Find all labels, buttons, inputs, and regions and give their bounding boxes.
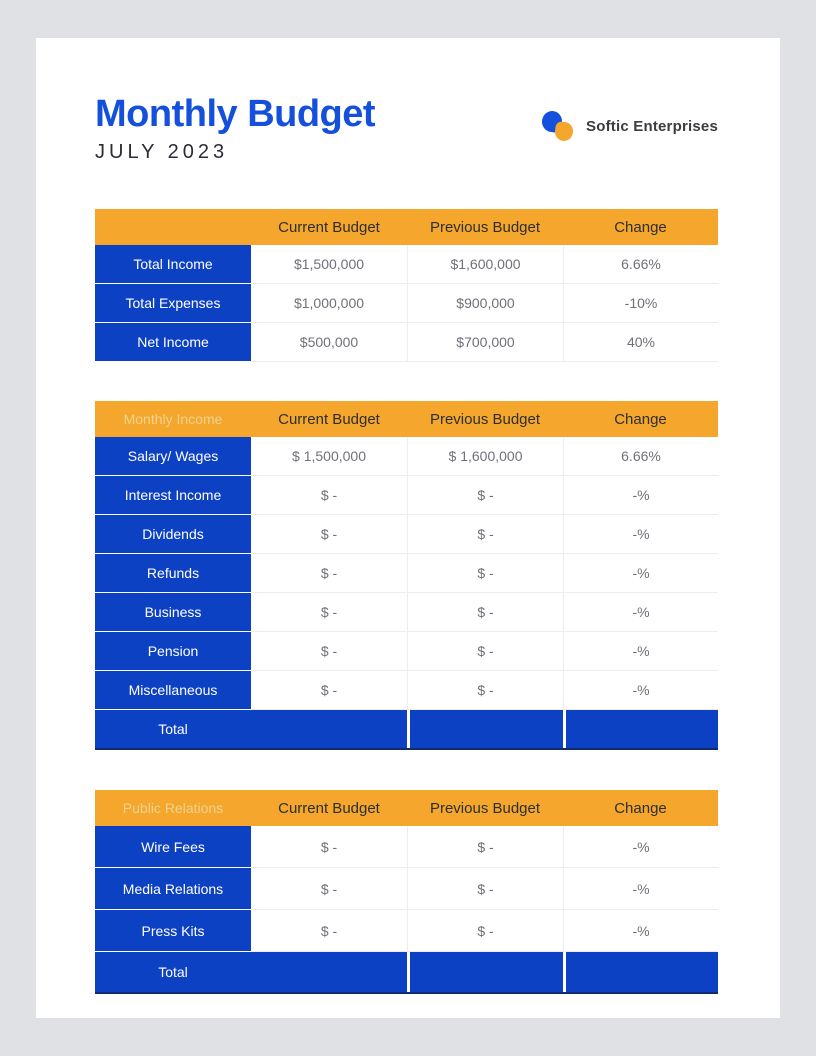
current-budget-value: $ - bbox=[251, 515, 407, 554]
previous-budget-value: $900,000 bbox=[407, 284, 563, 323]
total-empty-cell bbox=[563, 952, 718, 992]
row-label: Press Kits bbox=[95, 910, 251, 951]
previous-budget-value: $ - bbox=[407, 476, 563, 515]
public-relations-table bbox=[95, 790, 718, 994]
previous-budget-value: $ - bbox=[407, 554, 563, 593]
monthly-income-table bbox=[95, 401, 718, 750]
column-header-previous-budget: Previous Budget bbox=[407, 790, 563, 826]
previous-budget-value: $ 1,600,000 bbox=[407, 437, 563, 476]
current-budget-value: $ - bbox=[251, 476, 407, 515]
row-label: Wire Fees bbox=[95, 826, 251, 867]
change-value: -% bbox=[563, 826, 718, 868]
section-label: Monthly Income bbox=[95, 401, 251, 437]
column-header-change: Change bbox=[563, 401, 718, 437]
brand-logo bbox=[540, 108, 718, 144]
current-budget-value: $1,000,000 bbox=[251, 284, 407, 323]
table-row bbox=[95, 284, 718, 323]
current-budget-value: $ - bbox=[251, 910, 407, 952]
change-value: -% bbox=[563, 868, 718, 910]
previous-budget-value: $1,600,000 bbox=[407, 245, 563, 284]
change-value: 6.66% bbox=[563, 245, 718, 284]
previous-budget-value: $ - bbox=[407, 593, 563, 632]
table-row bbox=[95, 632, 718, 671]
total-row bbox=[95, 710, 718, 750]
page-content bbox=[36, 38, 718, 994]
current-budget-value: $ - bbox=[251, 593, 407, 632]
table-row bbox=[95, 868, 718, 910]
row-label: Business bbox=[95, 593, 251, 631]
leaf-gold-icon bbox=[554, 121, 574, 142]
current-budget-value: $ - bbox=[251, 632, 407, 671]
current-budget-value: $500,000 bbox=[251, 323, 407, 362]
column-header-current-budget: Current Budget bbox=[251, 401, 407, 437]
change-value: -% bbox=[563, 476, 718, 515]
row-label: Refunds bbox=[95, 554, 251, 592]
monthly-income-table-header bbox=[95, 401, 718, 437]
current-budget-value: $ - bbox=[251, 671, 407, 710]
column-header-change: Change bbox=[563, 209, 718, 245]
title-block bbox=[95, 94, 375, 164]
row-label: Dividends bbox=[95, 515, 251, 553]
change-value: -% bbox=[563, 515, 718, 554]
document-header bbox=[95, 94, 718, 164]
total-row bbox=[95, 952, 718, 994]
row-label: Interest Income bbox=[95, 476, 251, 514]
row-label: Media Relations bbox=[95, 868, 251, 909]
column-header-current-budget: Current Budget bbox=[251, 790, 407, 826]
section-label: Public Relations bbox=[95, 790, 251, 826]
total-label: Total bbox=[95, 952, 407, 992]
current-budget-value: $ - bbox=[251, 868, 407, 910]
table-row bbox=[95, 515, 718, 554]
change-value: -% bbox=[563, 632, 718, 671]
column-header-current-budget: Current Budget bbox=[251, 209, 407, 245]
previous-budget-value: $ - bbox=[407, 515, 563, 554]
column-header-previous-budget: Previous Budget bbox=[407, 401, 563, 437]
table-row bbox=[95, 593, 718, 632]
change-value: 6.66% bbox=[563, 437, 718, 476]
summary-table-header bbox=[95, 209, 718, 245]
dual-leaf-logo-icon bbox=[540, 108, 578, 144]
row-label: Net Income bbox=[95, 323, 251, 361]
public-relations-table-header bbox=[95, 790, 718, 826]
previous-budget-value: $ - bbox=[407, 868, 563, 910]
table-row bbox=[95, 245, 718, 284]
current-budget-value: $ - bbox=[251, 554, 407, 593]
current-budget-value: $1,500,000 bbox=[251, 245, 407, 284]
page-title: Monthly Budget bbox=[95, 93, 376, 135]
change-value: -% bbox=[563, 910, 718, 952]
table-row bbox=[95, 826, 718, 868]
page-subtitle: JULY 2023 bbox=[95, 141, 229, 163]
total-empty-cell bbox=[563, 710, 718, 748]
table-row bbox=[95, 437, 718, 476]
total-empty-cell bbox=[407, 710, 563, 748]
previous-budget-value: $ - bbox=[407, 671, 563, 710]
section-label bbox=[95, 209, 251, 245]
row-label: Miscellaneous bbox=[95, 671, 251, 709]
row-label: Total Income bbox=[95, 245, 251, 283]
total-empty-cell bbox=[407, 952, 563, 992]
row-label: Pension bbox=[95, 632, 251, 670]
previous-budget-value: $700,000 bbox=[407, 323, 563, 362]
total-label: Total bbox=[95, 710, 407, 748]
change-value: 40% bbox=[563, 323, 718, 362]
document-page bbox=[36, 38, 780, 1018]
current-budget-value: $ 1,500,000 bbox=[251, 437, 407, 476]
current-budget-value: $ - bbox=[251, 826, 407, 868]
change-value: -% bbox=[563, 593, 718, 632]
table-row bbox=[95, 671, 718, 710]
table-row bbox=[95, 554, 718, 593]
summary-table bbox=[95, 209, 718, 362]
table-row bbox=[95, 910, 718, 952]
table-row bbox=[95, 323, 718, 362]
table-row bbox=[95, 476, 718, 515]
change-value: -10% bbox=[563, 284, 718, 323]
row-label: Total Expenses bbox=[95, 284, 251, 322]
previous-budget-value: $ - bbox=[407, 910, 563, 952]
previous-budget-value: $ - bbox=[407, 826, 563, 868]
column-header-previous-budget: Previous Budget bbox=[407, 209, 563, 245]
row-label: Salary/ Wages bbox=[95, 437, 251, 475]
brand-name: Softic Enterprises bbox=[586, 117, 718, 135]
column-header-change: Change bbox=[563, 790, 718, 826]
change-value: -% bbox=[563, 554, 718, 593]
change-value: -% bbox=[563, 671, 718, 710]
previous-budget-value: $ - bbox=[407, 632, 563, 671]
